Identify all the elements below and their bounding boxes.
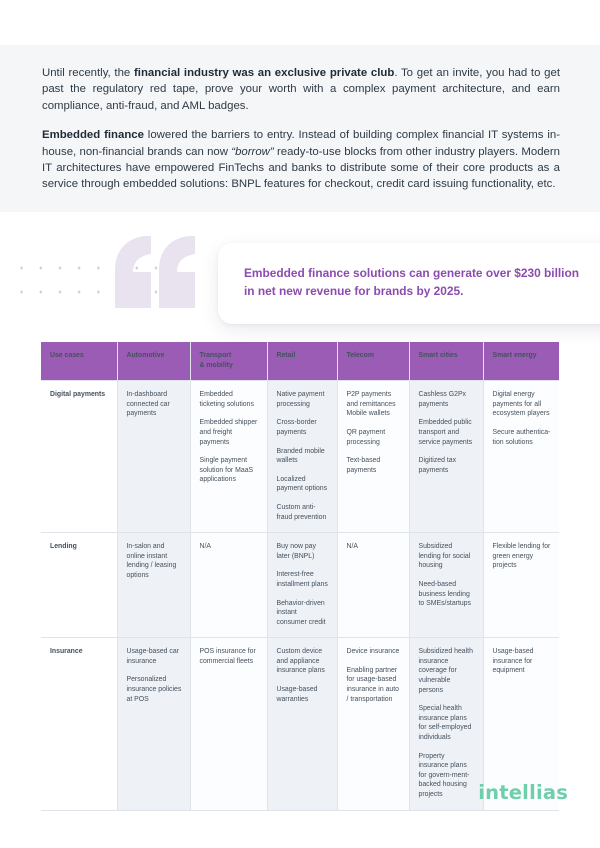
cell-item: N/A (199, 543, 211, 551)
cell-item: Usage-based warranties (276, 686, 318, 703)
cell-item: Secure authentica-tion solutions (492, 428, 551, 446)
intro-p1-lead: Until recently, the (42, 67, 134, 79)
cell-item: Behavior-driven instant consumer credit (276, 599, 326, 626)
intellias-logo: intellias (478, 781, 568, 804)
quotation-mark-icon (113, 236, 197, 308)
cell-item: Personalized insurance policies at POS (126, 676, 182, 703)
column-header-use-cases: Use cases (41, 342, 117, 381)
matrix-cell (117, 381, 190, 533)
matrix-cell (409, 533, 483, 638)
cell-item: Need-based business lending to SMEs/startups (418, 580, 471, 608)
quote-callout-card (218, 243, 600, 324)
cell-item: Enabling partner for usage-based insurance in auto / transportation (346, 666, 399, 703)
column-header-telecom: Telecom (337, 342, 409, 381)
cell-item: Custom anti-fraud prevention (276, 503, 327, 521)
cell-item: Embedded shipper and freight payments (199, 419, 258, 446)
intro-p2-mid-1: lowered the barriers to entry. Instead of building complex financial IT systems in-house, non-financial brands can now (42, 129, 560, 158)
matrix-cell (267, 638, 337, 810)
matrix-cell (409, 381, 483, 533)
cell-item: Usage-based car insurance (126, 648, 179, 665)
matrix-cell (337, 638, 409, 810)
intro-paragraph-2 (42, 127, 560, 193)
table-row (41, 533, 559, 638)
table-row (41, 381, 559, 533)
column-header-transport-mobility (190, 342, 267, 381)
cell-item: In-dashboard connected car payments (126, 391, 170, 418)
matrix-cell (337, 533, 409, 638)
cell-item: Flexible lending for green energy projects (492, 543, 551, 570)
intro-p2-italic: “borrow” (231, 145, 274, 158)
matrix-cell (267, 533, 337, 638)
matrix-table (41, 342, 559, 811)
cell-item: Embedded public transport and service payments (418, 419, 473, 446)
column-header-smart-energy: Smart energy (483, 342, 559, 381)
cell-item: Text-based payments (346, 457, 381, 474)
matrix-cell (190, 533, 267, 638)
cell-item: POS insurance for commercial fleets (199, 648, 256, 665)
matrix-header-row (41, 342, 559, 381)
quote-text: Embedded finance solutions can generate over $230 billion in net new revenue for brands by 2025. (244, 266, 580, 298)
intro-p1-emphasis: financial industry was an exclusive private club (133, 67, 395, 79)
cell-item: Subsidized health insurance coverage for vulnerable persons (418, 648, 473, 694)
cell-item: Localized payment options (276, 475, 328, 493)
intro-text-block (42, 65, 560, 193)
cell-item: Usage-based insurance for equipment (492, 648, 534, 675)
column-header-smart-cities: Smart cities (409, 342, 483, 381)
transport-line-2: & mobility (199, 361, 233, 369)
column-header-retail: Retail (267, 342, 337, 381)
cell-item: Digitized tax payments (418, 457, 457, 474)
matrix-cell (483, 533, 559, 638)
intro-section (0, 45, 600, 212)
use-case-matrix (41, 342, 559, 811)
matrix-cell (190, 638, 267, 810)
cell-item: Branded mobile wallets (276, 447, 325, 465)
matrix-cell (483, 381, 559, 533)
cell-item: Single payment solution for MaaS applications (199, 457, 254, 484)
cell-item: In-salon and online instant lending / leasing options (126, 543, 177, 579)
cell-item: Digital energy payments for all ecosystem players (492, 391, 550, 418)
cell-item: QR payment processing (346, 428, 386, 446)
matrix-cell (190, 381, 267, 533)
row-label-insurance: Insurance (41, 638, 117, 810)
matrix-head (41, 342, 559, 381)
intro-p2-emphasis: Embedded finance (42, 129, 144, 142)
cell-item: Custom device and appliance insurance plans (276, 648, 325, 675)
intro-paragraph-1 (42, 65, 560, 114)
column-header-automotive: Automotive (117, 342, 190, 381)
row-label-digital-payments: Digital payments (41, 381, 117, 533)
cell-item: Native payment processing (276, 391, 325, 408)
cell-item: Property insurance plans for govern-ment-backed housing projects (418, 752, 470, 798)
matrix-cell (117, 533, 190, 638)
cell-item: Cashless G2Px payments (418, 391, 466, 408)
cell-item: Cross-border payments (276, 419, 317, 436)
row-label-lending: Lending (41, 533, 117, 638)
cell-item: Buy now pay later (BNPL) (276, 543, 316, 560)
intro-p2-mid-2: ready-to-use blocks from other industry players. Modern IT architectures have empowered FinTechs and banks to distribute some of their core products as a service through embedded solutions: BNPL features for checkout, credit card issuing functionality, etc. (42, 145, 560, 191)
matrix-cell (409, 638, 483, 810)
cell-item: Embedded ticketing solutions (199, 391, 254, 408)
cell-item: Interest-free installment plans (276, 571, 328, 588)
transport-line-1: Transport (199, 352, 232, 359)
matrix-body (41, 381, 559, 810)
cell-item: Subsidized lending for social housing (418, 543, 471, 570)
cell-item: Device insurance (346, 648, 400, 656)
matrix-cell (267, 381, 337, 533)
matrix-cell (337, 381, 409, 533)
cell-item: N/A (346, 543, 358, 551)
cell-item: Special health insurance plans for self-employed individuals (418, 705, 472, 742)
cell-item: P2P payments and remittances Mobile wallets (346, 391, 396, 418)
matrix-cell (117, 638, 190, 810)
intro-p1-tail: . To get an invite, you had to get past the regulatory red tape, prove your worth with a complex payment architecture, and earn compliance, anti-fraud, and AML badges. (42, 67, 560, 112)
